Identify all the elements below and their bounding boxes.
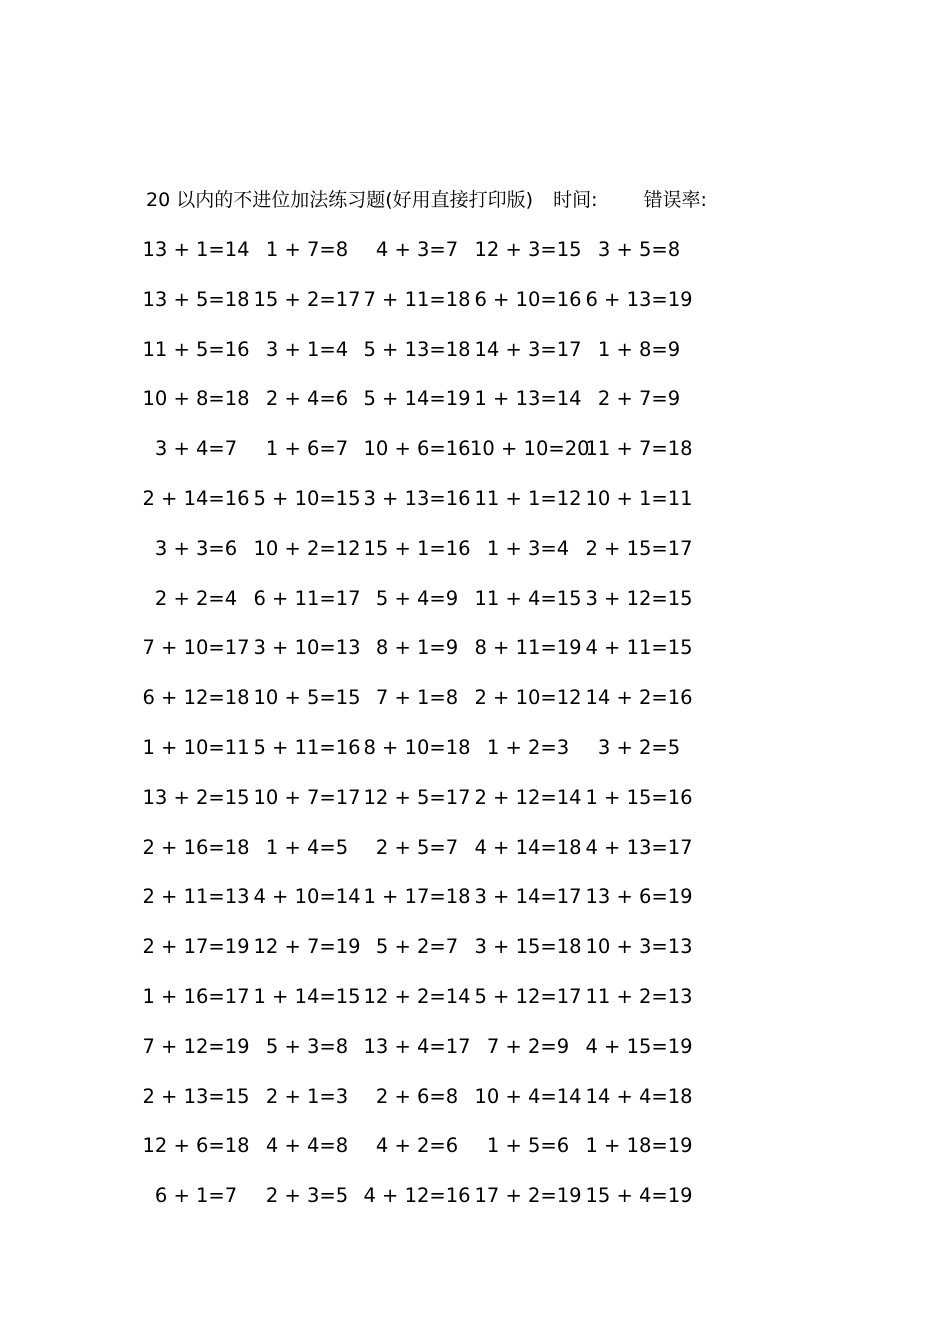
addition-problem: 1 + 8=9: [597, 337, 681, 361]
addition-problem: 5 + 2=7: [375, 935, 459, 959]
addition-problem: 1 + 3=4: [486, 536, 570, 560]
addition-problem: 12 + 2=14: [363, 984, 471, 1008]
addition-problem: 1 + 17=18: [363, 885, 471, 909]
addition-problem: 1 + 13=14: [474, 387, 582, 411]
addition-problem: 8 + 11=19: [474, 636, 582, 660]
addition-problem: 2 + 10=12: [474, 686, 582, 710]
addition-problem: 11 + 4=15: [474, 586, 582, 610]
addition-problem: 2 + 12=14: [474, 785, 582, 809]
error-rate-label: 错误率:: [643, 189, 707, 211]
addition-problem: 4 + 12=16: [363, 1184, 471, 1208]
addition-problem: 13 + 1=14: [142, 238, 250, 261]
addition-problem: 2 + 4=6: [265, 387, 349, 411]
addition-problem: 1 + 5=6: [486, 1134, 570, 1158]
addition-problem: 4 + 11=15: [585, 636, 693, 660]
addition-problem: 1 + 4=5: [265, 835, 349, 859]
addition-problem: 10 + 3=13: [585, 935, 693, 959]
addition-problem: 6 + 13=19: [585, 287, 693, 311]
addition-problem: 14 + 4=18: [585, 1084, 693, 1108]
addition-problem: 2 + 13=15: [142, 1084, 250, 1108]
addition-problem: 1 + 2=3: [486, 735, 570, 759]
addition-problem: 12 + 6=18: [142, 1134, 250, 1158]
addition-problem: 2 + 14=16: [142, 486, 250, 510]
addition-problem: 2 + 15=17: [585, 536, 693, 560]
addition-problem: 3 + 1=4: [265, 337, 349, 361]
addition-problem: 7 + 1=8: [375, 686, 459, 710]
addition-problem: 10 + 4=14: [474, 1084, 582, 1108]
addition-problem: 2 + 17=19: [142, 935, 250, 959]
addition-problem: 13 + 5=18: [142, 287, 250, 311]
addition-problem: 2 + 11=13: [142, 885, 250, 909]
addition-problem: 5 + 4=9: [375, 586, 459, 610]
addition-problem: 4 + 13=17: [585, 835, 693, 859]
addition-problem: 2 + 5=7: [375, 835, 459, 859]
addition-problem: 3 + 15=18: [474, 935, 582, 959]
addition-problem: 11 + 2=13: [585, 984, 693, 1008]
addition-problem: 4 + 3=7: [375, 238, 459, 261]
addition-problem: 12 + 7=19: [253, 935, 361, 959]
addition-problem: 6 + 12=18: [142, 686, 250, 710]
addition-problem: 10 + 2=12: [253, 536, 361, 560]
addition-problem: 3 + 12=15: [585, 586, 693, 610]
addition-problem: 7 + 12=19: [142, 1034, 250, 1058]
addition-problem: 2 + 1=3: [265, 1084, 349, 1108]
addition-problem: 13 + 4=17: [363, 1034, 471, 1058]
addition-problem: 7 + 2=9: [486, 1034, 570, 1058]
addition-problem: 8 + 10=18: [363, 735, 471, 759]
addition-problem: 10 + 1=11: [585, 486, 693, 510]
addition-problem: 2 + 7=9: [597, 387, 681, 411]
addition-problem: 1 + 18=19: [585, 1134, 693, 1158]
addition-problem: 6 + 1=7: [154, 1184, 238, 1208]
addition-problem: 3 + 3=6: [154, 536, 238, 560]
addition-problem: 15 + 4=19: [585, 1184, 693, 1208]
addition-problem: 7 + 11=18: [363, 287, 471, 311]
addition-problem: 5 + 13=18: [363, 337, 471, 361]
addition-problem: 10 + 5=15: [253, 686, 361, 710]
addition-problem: 17 + 2=19: [474, 1184, 582, 1208]
addition-problem: 11 + 7=18: [585, 437, 693, 461]
addition-problem: 7 + 10=17: [142, 636, 250, 660]
addition-problem: 3 + 2=5: [597, 735, 681, 759]
addition-problem: 3 + 5=8: [597, 238, 681, 261]
addition-problem: 15 + 1=16: [363, 536, 471, 560]
addition-problem: 14 + 3=17: [474, 337, 582, 361]
addition-problem: 1 + 15=16: [585, 785, 693, 809]
worksheet-header: [146, 186, 707, 214]
addition-problem: 5 + 14=19: [363, 387, 471, 411]
addition-problem: 3 + 4=7: [154, 437, 238, 461]
addition-problem: 1 + 10=11: [142, 735, 250, 759]
addition-problem: 4 + 15=19: [585, 1034, 693, 1058]
addition-problem: 2 + 6=8: [375, 1084, 459, 1108]
addition-problem: 4 + 10=14: [253, 885, 361, 909]
addition-problem: 5 + 3=8: [265, 1034, 349, 1058]
addition-problem: 6 + 10=16: [474, 287, 582, 311]
addition-problem: 6 + 11=17: [253, 586, 361, 610]
addition-problem: 3 + 10=13: [253, 636, 361, 660]
addition-problem: 5 + 11=16: [253, 735, 361, 759]
addition-problem: 4 + 14=18: [474, 835, 582, 859]
addition-problem: 2 + 2=4: [154, 586, 238, 610]
addition-problem: 12 + 5=17: [363, 785, 471, 809]
addition-problem: 1 + 7=8: [265, 238, 349, 261]
addition-problem: 1 + 6=7: [265, 437, 349, 461]
addition-problem: 5 + 10=15: [253, 486, 361, 510]
time-label: 时间:: [553, 189, 598, 211]
addition-problem: 11 + 1=12: [474, 486, 582, 510]
addition-problem: 10 + 6=16: [363, 437, 471, 461]
addition-problem: 1 + 14=15: [253, 984, 361, 1008]
worksheet-title: 20 以内的不进位加法练习题(好用直接打印版): [146, 189, 534, 211]
addition-problem: 3 + 14=17: [474, 885, 582, 909]
addition-problem: 2 + 3=5: [265, 1184, 349, 1208]
addition-problem: 2 + 16=18: [142, 835, 250, 859]
addition-problem: 1 + 16=17: [142, 984, 250, 1008]
addition-problem: 5 + 12=17: [474, 984, 582, 1008]
addition-problem: 13 + 6=19: [585, 885, 693, 909]
addition-problem: 12 + 3=15: [474, 238, 582, 261]
addition-problem: 8 + 1=9: [375, 636, 459, 660]
addition-problem: 10 + 10=20: [470, 437, 590, 461]
addition-problem: 3 + 13=16: [363, 486, 471, 510]
addition-problem: 13 + 2=15: [142, 785, 250, 809]
addition-problem: 10 + 7=17: [253, 785, 361, 809]
addition-problem: 11 + 5=16: [142, 337, 250, 361]
addition-problem: 4 + 4=8: [265, 1134, 349, 1158]
addition-problem: 10 + 8=18: [142, 387, 250, 411]
addition-problem: 15 + 2=17: [253, 287, 361, 311]
addition-problem: 4 + 2=6: [375, 1134, 459, 1158]
addition-problem: 14 + 2=16: [585, 686, 693, 710]
